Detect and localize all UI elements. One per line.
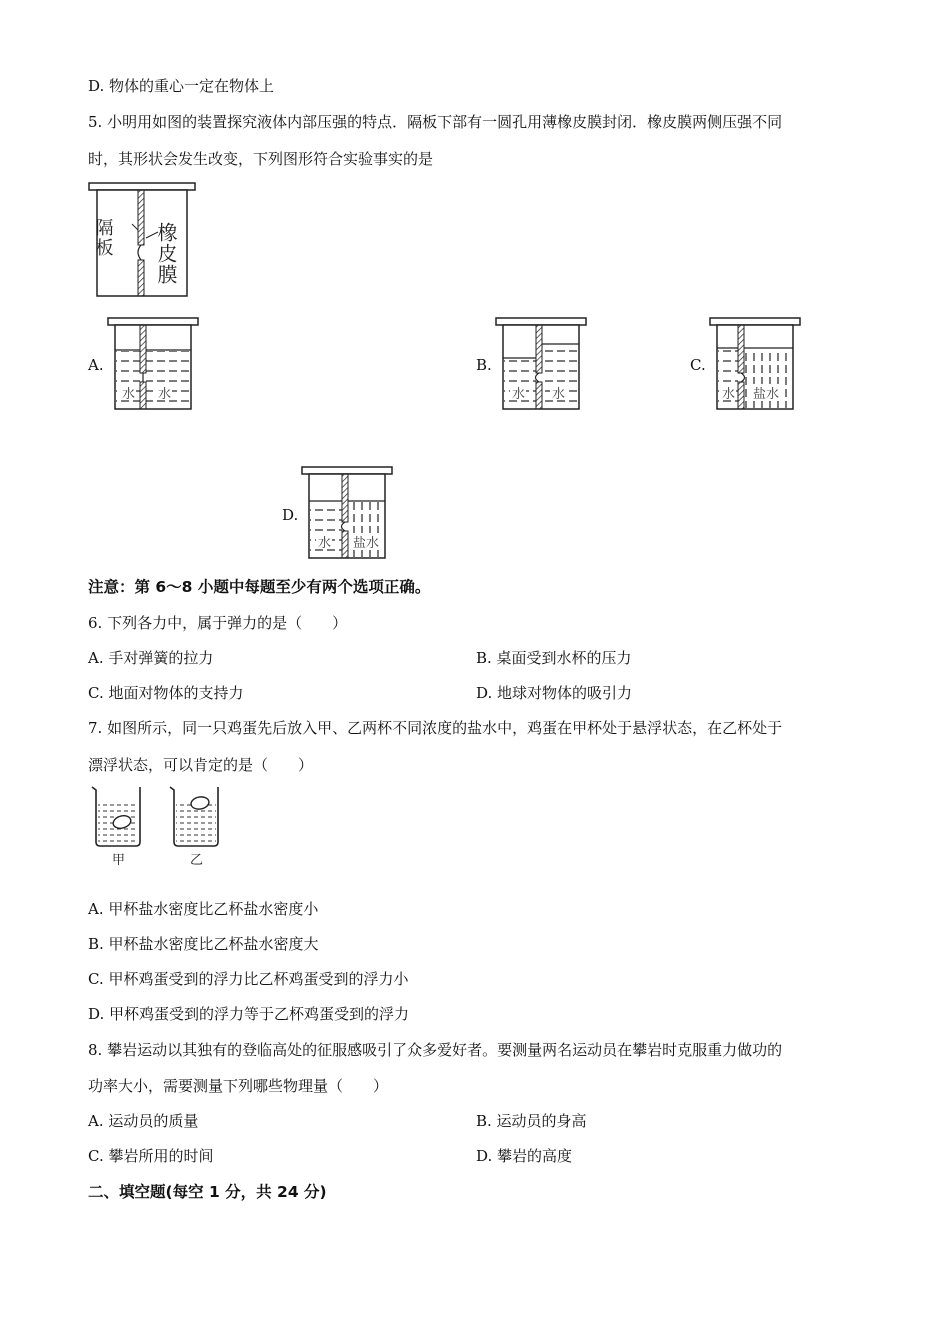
q5-stem-line2: 时，其形状会发生改变，下列图形符合实验事实的是 — [88, 150, 434, 168]
q5-option-b-figure — [496, 316, 588, 412]
q7-cup-right-label — [190, 853, 203, 868]
q7-cups-figure — [88, 784, 238, 870]
q7-option-b: B. 甲杯盐水密度比乙杯盐水密度大 — [88, 935, 319, 953]
q5-option-d-label: D. — [282, 506, 299, 524]
q8-option-b: B. 运动员的身高 — [476, 1112, 587, 1130]
svg-text:水: 水 — [722, 387, 736, 402]
q5-option-a-figure — [108, 316, 200, 412]
svg-text:水: 水 — [552, 387, 566, 402]
q5-stem-line1: 5. 小明用如图的装置探究液体内部压强的特点．隔板下部有一圆孔用薄橡皮膜封闭．橡皮膜两侧压强不同 — [88, 113, 783, 131]
q5-apparatus-figure — [88, 180, 198, 300]
q5-membrane-label — [154, 222, 178, 285]
q5-option-a-label: A. — [88, 356, 104, 374]
q5-partition-label — [93, 218, 114, 258]
note-multiple-choice: 注意：第 6～8 小题中每题至少有两个选项正确。 — [88, 578, 431, 596]
q8-option-c: C. 攀岩所用的时间 — [88, 1147, 214, 1165]
svg-text:甲: 甲 — [112, 853, 126, 868]
q7-cup-left-label — [112, 853, 125, 868]
q7-option-d: D. 甲杯鸡蛋受到的浮力等于乙杯鸡蛋受到的浮力 — [88, 1005, 410, 1023]
q5-option-b-right-liquid — [552, 386, 565, 402]
section-2-heading: 二、填空题(每空 1 分，共 24 分) — [88, 1183, 327, 1201]
q5-option-a-left-liquid — [122, 386, 135, 402]
q6-option-b: B. 桌面受到水杯的压力 — [476, 649, 632, 667]
q5-option-b-label: B. — [476, 356, 492, 374]
q7-option-a: A. 甲杯盐水密度比乙杯盐水密度小 — [88, 900, 319, 918]
svg-text:水: 水 — [512, 387, 526, 402]
q6-stem: 6. 下列各力中，属于弹力的是（ ） — [88, 614, 348, 632]
q8-option-d: D. 攀岩的高度 — [476, 1147, 573, 1165]
q5-option-a-right-liquid — [158, 386, 171, 402]
q6-option-d: D. 地球对物体的吸引力 — [476, 684, 633, 702]
q8-stem-line2: 功率大小，需要测量下列哪些物理量（ ） — [88, 1077, 389, 1095]
svg-text:乙: 乙 — [190, 853, 204, 868]
q5-option-d-left-liquid — [318, 535, 331, 551]
svg-text:水: 水 — [122, 387, 136, 402]
q5-option-c-right-liquid — [753, 386, 779, 402]
q5-option-c-label: C. — [690, 356, 706, 374]
q5-option-d-figure — [302, 465, 394, 561]
svg-text:隔板: 隔板 — [92, 218, 114, 258]
svg-text:橡皮膜: 橡皮膜 — [154, 222, 178, 285]
q5-option-d-right-liquid — [353, 535, 379, 551]
q6-option-c: C. 地面对物体的支持力 — [88, 684, 244, 702]
q7-stem-line2: 漂浮状态，可以肯定的是（ ） — [88, 756, 314, 774]
q8-stem-line1: 8. 攀岩运动以其独有的登临高处的征服感吸引了众多爱好者。要测量两名运动员在攀岩时克服重力做功的 — [88, 1041, 783, 1059]
q5-option-c-left-liquid — [722, 386, 735, 402]
svg-text:盐水: 盐水 — [753, 387, 780, 402]
q5-option-c-figure — [710, 316, 802, 412]
q6-option-a: A. 手对弹簧的拉力 — [88, 649, 214, 667]
q5-option-b-left-liquid — [512, 386, 525, 402]
q7-option-c: C. 甲杯鸡蛋受到的浮力比乙杯鸡蛋受到的浮力小 — [88, 970, 409, 988]
q4-option-d: D. 物体的重心一定在物体上 — [88, 77, 275, 95]
svg-text:水: 水 — [158, 387, 172, 402]
svg-text:盐水: 盐水 — [353, 536, 380, 551]
q8-option-a: A. 运动员的质量 — [88, 1112, 199, 1130]
svg-text:水: 水 — [318, 536, 332, 551]
q7-stem-line1: 7. 如图所示，同一只鸡蛋先后放入甲、乙两杯不同浓度的盐水中，鸡蛋在甲杯处于悬浮状态，在乙杯处于 — [88, 719, 783, 737]
